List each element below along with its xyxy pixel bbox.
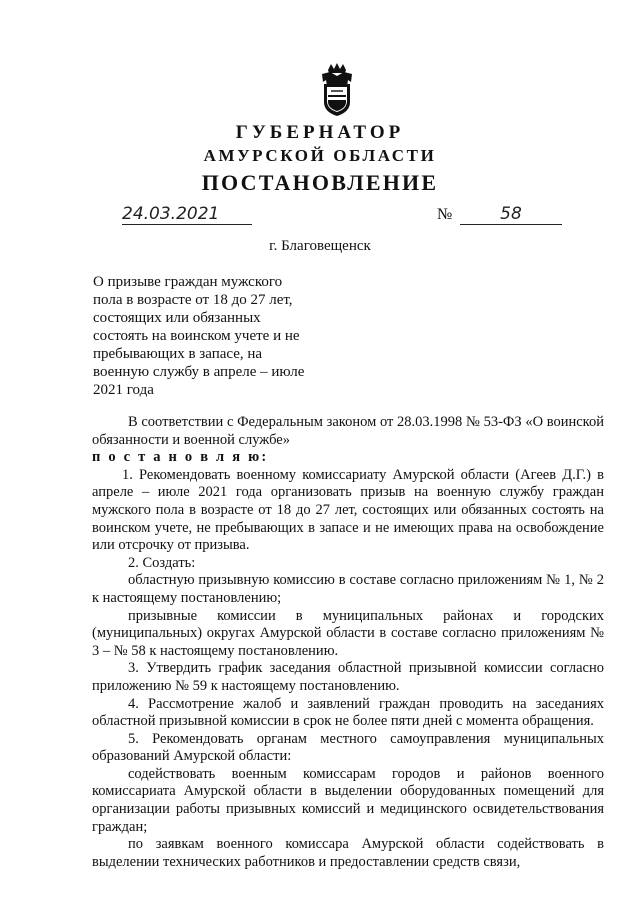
subject-line: пола в возрасте от 18 до 27 лет,: [93, 292, 293, 308]
intro-paragraph: В соответствии с Федеральным законом от 28.03.1998 № 53-ФЗ «О воинской обязанности и военной службе»: [92, 414, 604, 448]
subject-line: 2021 года: [93, 382, 154, 398]
paragraph: 1. Рекомендовать военному комиссариату Амурской области (Агеев Д.Г.) в апреле – июле 2021 года организовать призыв на военную службу граждан мужского пола в возрасте от 18 до 27 лет, состоящих или обязанных состоять на воинском учете, не пребывающих в запасе и не имеющих права на освобождение или отсрочку от призыва.: [92, 466, 604, 554]
coat-of-arms-icon: [318, 62, 356, 118]
city: г. Благовещенск: [269, 238, 371, 254]
document-subject: [93, 273, 323, 399]
number-label: №: [437, 206, 453, 223]
paragraph: 3. Утвердить график заседания областной призывной комиссии согласно приложению № 59 к настоящему постановлению.: [92, 660, 604, 694]
decree-word: п о с т а н о в л я ю:: [92, 449, 269, 466]
paragraph: 4. Рассмотрение жалоб и заявлений граждан проводить на заседаниях областной призывной комиссии в срок не более пяти дней с момента обращения.: [92, 695, 604, 730]
document-number: 58: [460, 204, 562, 225]
subject-line: пребывающих в запасе, на: [93, 346, 263, 362]
paragraph: по заявкам военного комиссара Амурской области содействовать в выделении технических работников и предоставлении средств связи,: [92, 836, 604, 870]
document-type: ПОСТАНОВЛЕНИЕ: [201, 170, 439, 195]
paragraph: областную призывную комиссию в составе согласно приложениям № 1, № 2 к настоящему постановлению;: [92, 572, 604, 606]
subject-line: военную службу в апреле – июле: [93, 364, 305, 380]
org-title-line1: ГУБЕРНАТОР: [235, 122, 405, 143]
subject-line: состоять на воинском учете и не: [93, 328, 300, 344]
subject-line: состоящих или обязанных: [93, 310, 261, 326]
document-body: [92, 414, 604, 871]
paragraph: призывные комиссии в муниципальных районах и городских (муниципальных) округах Амурской области в составе согласно приложениям № 3 – № 58 к настоящему постановлению.: [92, 607, 604, 659]
paragraph: 5. Рекомендовать органам местного самоуправления муниципальных образований Амурской области:: [92, 730, 604, 765]
paragraph: 2. Создать:: [128, 554, 196, 571]
subject-line: О призыве граждан мужского: [93, 274, 283, 290]
org-title-line2: АМУРСКОЙ ОБЛАСТИ: [203, 146, 437, 165]
paragraph: содействовать военным комиссарам городов и районов военного комиссариата Амурской области в выделении оборудованных помещений для организации работы призывных комиссий и медицинского освидетельствования граждан;: [92, 765, 604, 835]
document-date: 24.03.2021: [122, 204, 252, 225]
